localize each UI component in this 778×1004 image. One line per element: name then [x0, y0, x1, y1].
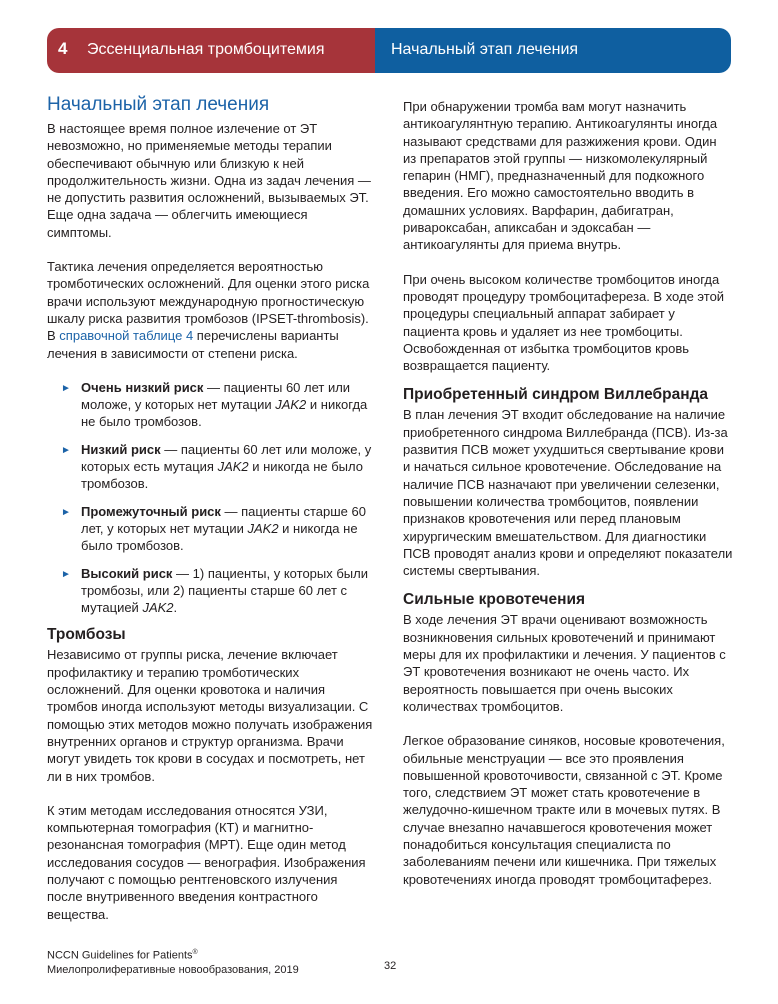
- risk-paragraph: Тактика лечения определяется вероятностью тромботических осложнений. Для оценки этого риска врачи используют международную прогностическую шкалу риска развития тромбозов (IPSET-thrombosis). В справочной таблице 4 перечислены варианты лечения в зависимости от степени риска.: [47, 259, 370, 361]
- list-item: ► Промежуточный риск — пациенты старше 60 лет, у которых нет мутации JAK2 и никогда не было тромбозов.: [61, 503, 366, 554]
- bruising-paragraph: Легкое образование синяков, носовые кровотечения, обильные менструации — все это проявления повышенной кровоточивости, связанной с ЭТ. Кроме того, следствием ЭТ может стать кровотечение в желудочно-кишечном тракте или в мочевых путях. В случае внезапно начавшегося кровотечения может понадобиться консультация специалиста по заболеваниям печени или кишечника. При тяжелых кровотечениях иногда проводят тромбоцитаферез.: [403, 733, 725, 887]
- chapter-number: 4: [58, 39, 68, 58]
- chapter-title: Эссенциальная тромбоцитемия: [87, 41, 325, 58]
- thrombosis-paragraph: Независимо от группы риска, лечение включает профилактику и терапию тромботических осложнений. Для оценки кровотока и наличия тромбов иногда используют методы визуализации. С помощью этих методов можно получать изображения внутренних органов и структур организма. Врачи могут увидеть ток крови в сосудах и посмотреть, нет ли в них тромбов.: [47, 647, 373, 784]
- section-title: Начальный этап лечения: [391, 41, 579, 58]
- intro-paragraph: В настоящее время полное излечение от ЭТ невозможно, но применяемые методы терапии обеспечивают обычную или близкую к ней продолжительность жизни. Одна из задач лечения — не допустить развития осложнений, вызываемых ЭТ. Еще одна задача — облегчить имеющиеся симптомы.: [47, 121, 371, 240]
- chevron-right-icon: ►: [61, 568, 71, 580]
- list-item: ► Низкий риск — пациенты 60 лет или моложе, у которых есть мутация JAK2 и никогда не было тромбозов.: [61, 441, 372, 492]
- reference-table-link[interactable]: справочной таблице 4: [59, 328, 194, 344]
- right-column: [403, 92, 733, 888]
- thrombosis-heading: Тромбозы: [47, 626, 126, 644]
- page-header: [47, 28, 731, 73]
- bleeding-paragraph: В ходе лечения ЭТ врачи оценивают возможность возникновения сильных кровотечений и принимают меры для их профилактики и лечения. У пациентов с ЭТ кровотечения возникают не очень часто. Их вероятность повышается при очень высоких количествах тромбоцитов.: [403, 612, 726, 714]
- list-item: ► Высокий риск — 1) пациенты, у которых были тромбозы, или 2) пациенты старше 60 лет с мутацией JAK2.: [61, 565, 368, 616]
- list-item: ► Очень низкий риск — пациенты 60 лет или моложе, у которых нет мутации JAK2 и никогда не было тромбозов.: [61, 379, 368, 430]
- chapter-tab: [47, 28, 375, 73]
- guidelines-name: NCCN Guidelines for Patients: [47, 949, 193, 962]
- page-number: 32: [384, 960, 397, 972]
- vwd-paragraph: В план лечения ЭТ входит обследование на наличие приобретенного синдрома Виллебранда (ПСВ). Из-за развития ПСВ может ухудшиться свертывание крови и начаться сильное кровотечение. Обследование на наличие ПСВ назначают при увеличении селезенки, повышении количества тромбоцитов, появлении признаков кровотечения или перед плановым хирургическим вмешательством. Для диагностики ПСВ проводят анализ крови и определяют показатели системы свертывания.: [403, 407, 733, 579]
- page-title: Начальный этап лечения: [47, 94, 270, 115]
- section-tab: [375, 28, 731, 73]
- chevron-right-icon: ►: [61, 506, 71, 518]
- chevron-right-icon: ►: [61, 382, 71, 394]
- bleeding-heading: Сильные кровотечения: [403, 591, 586, 609]
- page-footer: NCCN Guidelines for Patients® Миелопролиферативные новообразования, 2019: [47, 949, 299, 976]
- anticoagulant-paragraph: При обнаружении тромба вам могут назначить антикоагулянтную терапию. Антикоагулянты иногда называют средствами для разжижения крови. Один из препаратов этой группы — низкомолекулярный гепарин (НМГ), предназначенный для подкожного введения. Его можно самостоятельно вводить в домашних условиях. Варфарин, дабигатран, ривароксабан, апиксабан и эдоксабан — антикоагулянты для приема внутрь.: [403, 99, 718, 253]
- vwd-heading: Приобретенный синдром Виллебранда: [403, 386, 709, 404]
- chevron-right-icon: ►: [61, 444, 71, 456]
- apheresis-paragraph: При очень высоком количестве тромбоцитов иногда проводят процедуру тромбоцитафереза. В ходе этой процедуры специальный аппарат забирает у пациента кровь и удаляет из нее тромбоциты. Освобожденная от избытка тромбоцитов кровь возвращается пациенту.: [403, 271, 725, 374]
- booklet-title: Миелопролиферативные новообразования, 2019: [47, 963, 299, 976]
- imaging-paragraph: К этим методам исследования относятся УЗИ, компьютерная томография (КТ) и магнитно-резонансная томография (МРТ). Еще один метод исследования сосудов — венография. Изображения получают с помощью рентгеновского излучения после внутривенного введения контрастного вещества.: [47, 802, 366, 922]
- risk-list: [47, 379, 375, 617]
- left-column: [47, 92, 375, 923]
